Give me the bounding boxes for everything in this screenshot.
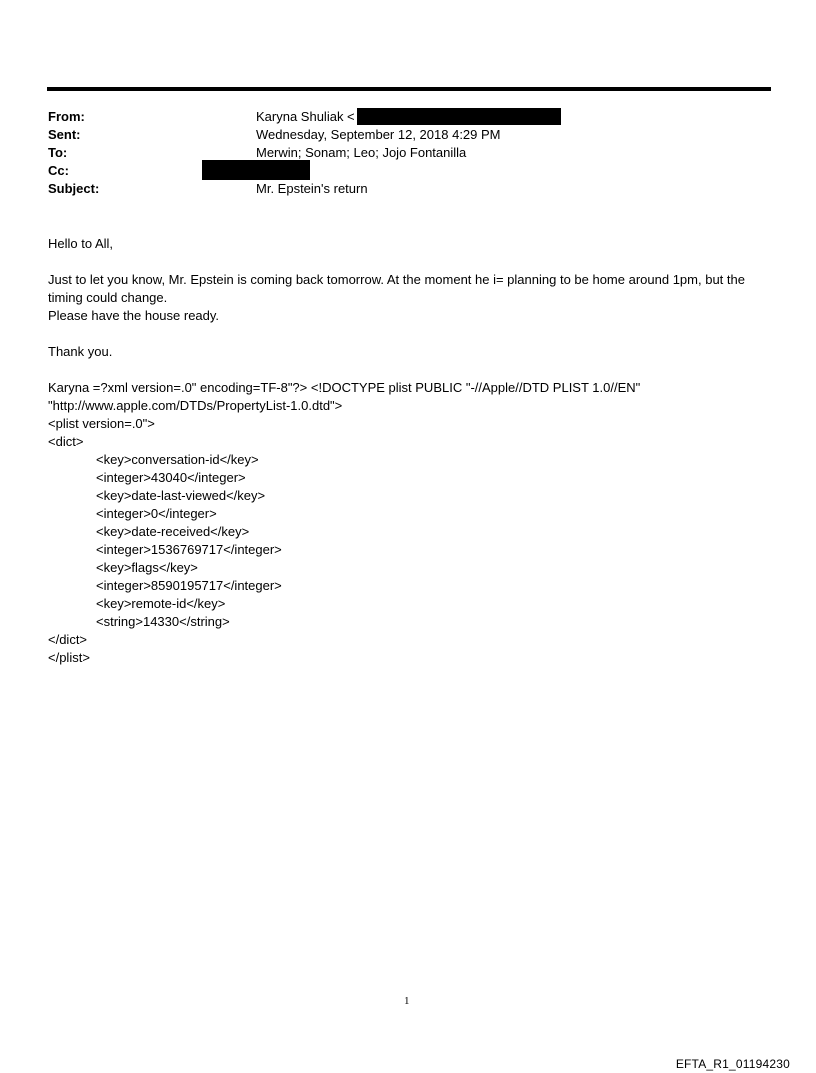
message-paragraph-2: Please have the house ready. (48, 308, 220, 323)
code-line: <key>conversation-id</key> (96, 452, 259, 467)
from-value (256, 108, 561, 126)
code-line: <key>flags</key> (96, 560, 198, 575)
code-line: <integer>8590195717</integer> (96, 578, 282, 593)
redaction-box-cc (202, 160, 310, 180)
code-line: <integer>0</integer> (96, 506, 217, 521)
subject-row (48, 180, 768, 198)
from-name: Karyna Shuliak < (256, 109, 355, 124)
plist-code-block (48, 379, 788, 667)
document-id: EFTA_R1_01194230 (675, 1057, 790, 1071)
header-divider-rule (47, 87, 771, 91)
code-line: </dict> (48, 632, 88, 647)
redaction-box-from-email (357, 108, 561, 125)
page-number: 1 (404, 995, 410, 1007)
subject-value: Mr. Epstein's return (256, 181, 368, 196)
from-row (48, 108, 768, 126)
sent-label: Sent: (48, 127, 81, 142)
code-line: <integer>1536769717</integer> (96, 542, 282, 557)
code-line: Karyna =?xml version=.0" encoding=TF-8"?> <!DOCTYPE plist PUBLIC "-//Apple//DTD PLIST 1.0//EN" (48, 380, 641, 395)
code-line: <string>14330</string> (96, 614, 230, 629)
to-value: Merwin; Sonam; Leo; Jojo Fontanilla (256, 145, 467, 160)
code-line: <dict> (48, 434, 84, 449)
message-paragraph-1: Just to let you know, Mr. Epstein is coming back tomorrow. At the moment he i= planning to be home around 1pm, but the timing could change. (48, 272, 745, 305)
to-label: To: (48, 145, 68, 160)
code-line: <key>date-last-viewed</key> (96, 488, 266, 503)
code-line: <plist version=.0"> (48, 416, 155, 431)
from-label: From: (48, 109, 85, 124)
cc-row (48, 162, 768, 180)
code-line: <key>remote-id</key> (96, 596, 226, 611)
sent-value: Wednesday, September 12, 2018 4:29 PM (256, 127, 501, 142)
code-line: "http://www.apple.com/DTDs/PropertyList-1.0.dtd"> (48, 398, 343, 413)
cc-label: Cc: (48, 163, 69, 178)
code-line: <integer>43040</integer> (96, 470, 246, 485)
subject-label: Subject: (48, 181, 100, 196)
sent-row (48, 126, 768, 144)
email-header (48, 108, 768, 198)
to-row (48, 144, 768, 162)
closing-text: Thank you. (48, 344, 113, 359)
code-line: </plist> (48, 650, 90, 665)
code-line: <key>date-received</key> (96, 524, 250, 539)
greeting-text: Hello to All, (48, 236, 114, 251)
